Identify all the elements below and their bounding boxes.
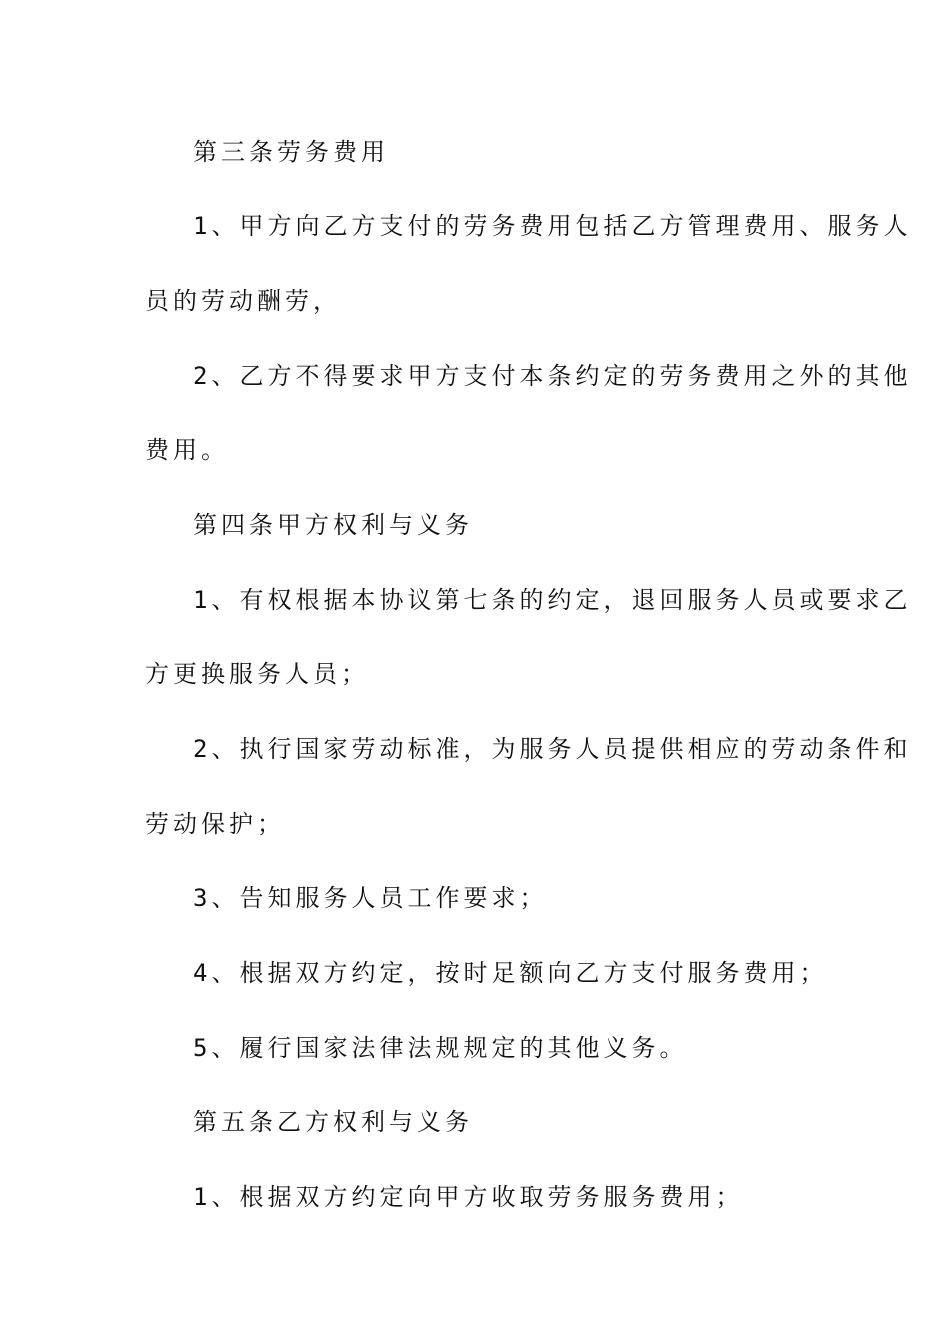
section-4-item-2-line-1: 2、执行国家劳动标准，为服务人员提供相应的劳动条件和 <box>193 735 912 763</box>
section-4-item-1-line-1: 1、有权根据本协议第七条的约定，退回服务人员或要求乙 <box>193 586 912 614</box>
section-5-item-1: 1、根据双方约定向甲方收取劳务服务费用； <box>193 1183 744 1211</box>
section-3-item-1-line-1: 1、甲方向乙方支付的劳务费用包括乙方管理费用、服务人 <box>193 212 912 240</box>
section-4-heading: 第四条甲方权利与义务 <box>193 511 473 539</box>
section-3-item-1-line-2: 员的劳动酬劳， <box>145 287 341 315</box>
section-4-item-4: 4、根据双方约定，按时足额向乙方支付服务费用； <box>193 959 828 987</box>
section-3-item-2-line-1: 2、乙方不得要求甲方支付本条约定的劳务费用之外的其他 <box>193 362 912 390</box>
section-5-heading: 第五条乙方权利与义务 <box>193 1108 473 1136</box>
section-3-item-2-line-2: 费用。 <box>145 436 229 464</box>
section-4-item-2-line-2: 劳动保护； <box>145 810 285 838</box>
section-4-item-5: 5、履行国家法律法规规定的其他义务。 <box>193 1034 688 1062</box>
section-3-heading: 第三条劳务费用 <box>193 138 389 166</box>
section-4-item-3: 3、告知服务人员工作要求； <box>193 884 548 912</box>
section-4-item-1-line-2: 方更换服务人员； <box>145 660 369 688</box>
